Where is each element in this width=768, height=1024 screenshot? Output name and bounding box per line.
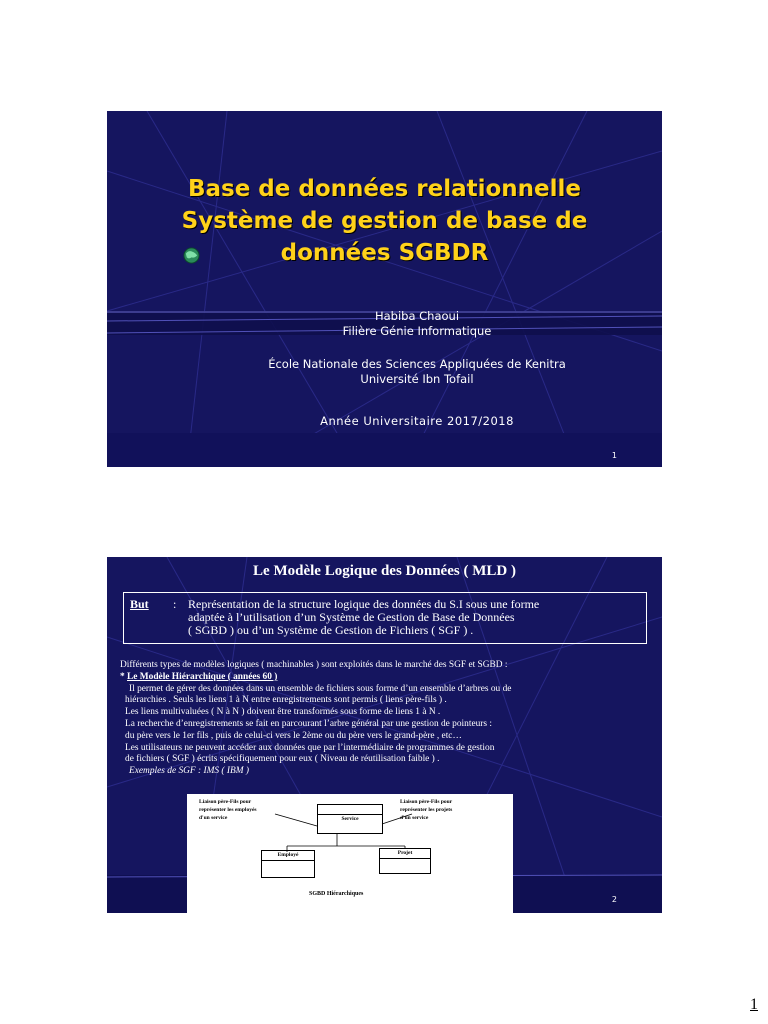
body-line: du père vers le 1er fils , puis de celui-ci vers le 2ème ou du père vers le grand-père , etc…	[125, 730, 462, 741]
school-name: École Nationale des Sciences Appliquées de Kenitra	[268, 357, 566, 371]
title-line: Système de gestion de base de	[181, 208, 588, 234]
body-line: Il permet de gérer des données dans un ensemble de fichiers sous forme d’un ensemble d’arbres ou de	[129, 683, 512, 694]
service-entity	[317, 804, 383, 834]
left-note	[199, 798, 257, 822]
entity-label: Service	[341, 816, 359, 822]
slide2-body	[120, 660, 655, 778]
body-line: Les liens multivaluées ( N à N ) doivent être transformés sous forme de liens 1 à N .	[125, 707, 441, 718]
body-line: de fichiers ( SGF ) écrits spécifiquement pour eux ( Niveau de réutilisation faible ) .	[125, 754, 440, 765]
projet-entity	[379, 848, 431, 874]
diagram-caption: SGBD Hiérarchiques	[309, 891, 364, 897]
slide-number: 1	[611, 451, 617, 460]
goal-label: But	[130, 597, 149, 611]
body-line: La recherche d’enregistrements se fait en parcourant l’arbre général par une gestion de pointeurs :	[125, 718, 493, 729]
note-line: d'un service	[400, 815, 429, 821]
note-line: représenter les employés	[199, 807, 257, 813]
goal-box	[123, 592, 647, 644]
title-line: données SGBDR	[280, 240, 489, 266]
title-line: Base de données relationnelle	[187, 176, 582, 202]
note-line: Liaison père-Fils pour	[199, 799, 252, 805]
body-line: hiérarchies . Seuls les liens 1 à N entre enregistrements sont permis ( liens père-fils ) .	[125, 695, 447, 706]
right-note	[400, 798, 452, 822]
bullet-prefix: *	[120, 671, 128, 682]
goal-colon: :	[173, 597, 177, 611]
examples-line: Exemples de SGF : IMS ( IBM )	[129, 766, 250, 777]
slide-number: 2	[611, 895, 617, 904]
globe-icon	[183, 247, 200, 264]
academic-year: Année Universitaire 2017/2018	[320, 414, 514, 428]
mld-slide	[107, 557, 662, 913]
goal-line: ( SGBD ) ou d’un Système de Gestion de Fichiers ( SGF ) .	[188, 623, 474, 637]
author-name: Habiba Chaoui	[374, 309, 460, 323]
model-title: Le Modèle Hiérarchique ( années 60 )	[127, 671, 278, 682]
goal-line: adaptée à l’utilisation d’un Système de Gestion de Base de Données	[188, 610, 515, 624]
note-line: d'un service	[199, 815, 228, 821]
model-heading	[120, 672, 655, 684]
intro-text: Différents types de modèles logiques ( machinables ) sont exploités dans le marché des SGF et SGBD :	[120, 660, 508, 670]
title-slide	[107, 111, 662, 467]
entity-label: Employé	[277, 852, 299, 858]
hierarchical-diagram	[187, 794, 513, 913]
program-name: Filière Génie Informatique	[342, 324, 492, 338]
goal-line: Représentation de la structure logique des données du S.I sous une forme	[188, 597, 540, 611]
body-line: Les utilisateurs ne peuvent accéder aux données que par l’intermédiaire de programmes de gestion	[125, 742, 495, 753]
goal-text	[188, 598, 643, 637]
university-name: Université Ibn Tofail	[360, 372, 474, 386]
note-line: représenter les projets	[400, 807, 453, 813]
note-line: Liaison père-Fils pour	[400, 799, 453, 805]
employe-entity	[261, 850, 315, 878]
entity-label: Projet	[397, 850, 413, 856]
slide2-title: Le Modèle Logique des Données ( MLD )	[253, 563, 516, 579]
document-page-number: 1	[750, 996, 758, 1013]
